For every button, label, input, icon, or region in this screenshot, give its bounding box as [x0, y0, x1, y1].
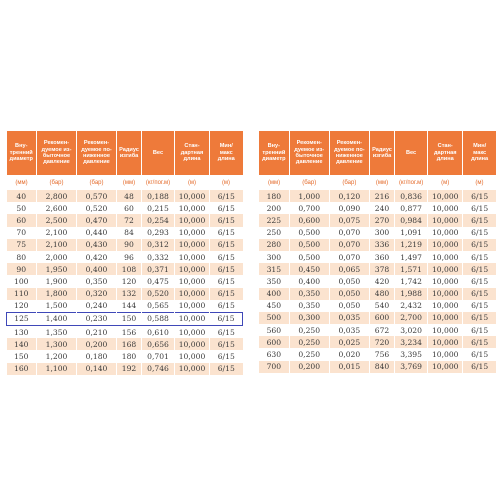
table-cell: 10,000 [175, 239, 210, 251]
table-cell: 180 [259, 190, 289, 202]
table-cell: 0,701 [142, 350, 175, 362]
table-cell: 10,000 [175, 263, 210, 275]
table-cell: 6/15 [463, 361, 496, 373]
table-cell: 2,700 [395, 312, 428, 324]
table-cell: 0,400 [289, 275, 329, 287]
unit-label: (бар) [37, 175, 77, 190]
table-cell: 2,800 [37, 190, 77, 202]
table-row [7, 326, 243, 339]
table-cell: 50 [7, 202, 37, 214]
table-cell: 0,075 [329, 214, 369, 226]
table-cell: 156 [117, 326, 142, 339]
table-cell: 0,050 [329, 275, 369, 287]
table-cell: 2,432 [395, 300, 428, 312]
column-header: Радиус изгиба [117, 131, 142, 175]
table-cell: 0,588 [142, 312, 175, 325]
table-cell: 0,877 [395, 202, 428, 214]
table-row [259, 288, 496, 300]
table-cell: 0,120 [329, 190, 369, 202]
table-cell: 0,050 [329, 300, 369, 312]
table-cell: 6/15 [210, 350, 243, 362]
table-cell: 0,035 [329, 312, 369, 324]
table-cell: 0,610 [142, 326, 175, 339]
table-row [259, 336, 496, 348]
column-header: Рекомен- дуемое по- ниженное давление [77, 131, 117, 175]
table-cell: 150 [117, 312, 142, 325]
unit-label: (мм) [117, 175, 142, 190]
table-cell: 250 [259, 227, 289, 239]
column-header: Рекомен- дуемое из- быточное давление [37, 131, 77, 175]
unit-label: (м) [210, 175, 243, 190]
table-cell: 6/15 [463, 251, 496, 263]
table-row [7, 214, 243, 226]
table-cell: 0,570 [77, 190, 117, 202]
table-cell: 0,520 [77, 202, 117, 214]
table-row [7, 363, 243, 375]
table-cell: 216 [369, 190, 394, 202]
table-cell: 280 [259, 239, 289, 251]
table-cell: 0,200 [77, 338, 117, 350]
table-row [7, 350, 243, 362]
table-row [7, 227, 243, 239]
table-cell: 10,000 [428, 312, 463, 324]
table-cell: 2,100 [37, 239, 77, 251]
table-cell: 0,400 [77, 263, 117, 275]
table-cell: 60 [117, 202, 142, 214]
unit-label: (кг/пог.м) [395, 175, 428, 190]
table-cell: 0,254 [142, 214, 175, 226]
table-cell: 80 [7, 251, 37, 263]
unit-label: (м) [463, 175, 496, 190]
table-cell: 0,070 [329, 239, 369, 251]
table-row [7, 275, 243, 287]
table-cell: 6/15 [463, 275, 496, 287]
table-cell: 0,836 [395, 190, 428, 202]
table-cell: 700 [259, 361, 289, 373]
table-row [7, 251, 243, 263]
table-cell: 0,180 [77, 350, 117, 362]
table-cell: 40 [7, 190, 37, 202]
table-cell: 6/15 [463, 336, 496, 348]
column-header: Стан- дартная длина [175, 131, 210, 175]
table-cell: 192 [117, 363, 142, 375]
table-cell: 450 [259, 300, 289, 312]
table-cell: 756 [369, 348, 394, 360]
table-cell: 10,000 [175, 326, 210, 339]
table-row [259, 239, 496, 251]
table-row-selected [7, 312, 243, 325]
table-cell: 6/15 [210, 214, 243, 226]
table-cell: 84 [117, 227, 142, 239]
column-header: Радиус изгиба [369, 131, 394, 175]
table-cell: 0,350 [77, 275, 117, 287]
table-cell: 10,000 [428, 348, 463, 360]
table-cell: 2,600 [37, 202, 77, 214]
table-cell: 132 [117, 288, 142, 300]
table-row [7, 190, 243, 202]
table-row [259, 251, 496, 263]
table-cell: 10,000 [428, 275, 463, 287]
table-cell: 0,250 [289, 336, 329, 348]
table-cell: 500 [259, 312, 289, 324]
table-cell: 0,215 [142, 202, 175, 214]
table-cell: 1,350 [37, 326, 77, 339]
table-cell: 0,320 [77, 288, 117, 300]
table-cell: 3,234 [395, 336, 428, 348]
table-cell: 0,565 [142, 300, 175, 313]
table-cell: 6/15 [210, 288, 243, 300]
table-cell: 6/15 [210, 326, 243, 339]
table-cell: 75 [7, 239, 37, 251]
table-cell: 240 [369, 202, 394, 214]
table-row [259, 263, 496, 275]
table-cell: 600 [259, 336, 289, 348]
table-cell: 540 [369, 300, 394, 312]
table-cell: 0,293 [142, 227, 175, 239]
table-cell: 1,200 [37, 350, 77, 362]
table-cell: 300 [369, 227, 394, 239]
table-cell: 180 [117, 350, 142, 362]
table-row [259, 324, 496, 336]
table-cell: 1,219 [395, 239, 428, 251]
table-cell: 0,430 [77, 239, 117, 251]
table-cell: 10,000 [428, 214, 463, 226]
table-cell: 6/15 [463, 214, 496, 226]
table-cell: 10,000 [428, 202, 463, 214]
table-cell: 10,000 [428, 190, 463, 202]
table-cell: 2,500 [37, 214, 77, 226]
table-cell: 0,475 [142, 275, 175, 287]
table-cell: 120 [7, 300, 37, 313]
table-cell: 6/15 [210, 263, 243, 275]
table-cell: 378 [369, 263, 394, 275]
table-cell: 0,450 [289, 263, 329, 275]
table-cell: 0,984 [395, 214, 428, 226]
unit-label: (мм) [259, 175, 289, 190]
table-cell: 0,500 [289, 251, 329, 263]
table-cell: 10,000 [175, 227, 210, 239]
table-cell: 0,520 [142, 288, 175, 300]
table-cell: 0,250 [289, 348, 329, 360]
table-cell: 1,950 [37, 263, 77, 275]
table-cell: 600 [369, 312, 394, 324]
table-row [259, 275, 496, 287]
column-header: Вес [395, 131, 428, 175]
table-cell: 0,600 [289, 214, 329, 226]
table-cell: 10,000 [428, 239, 463, 251]
table-cell: 0,210 [77, 326, 117, 339]
table-cell: 0,312 [142, 239, 175, 251]
table-cell: 70 [7, 227, 37, 239]
table-cell: 90 [7, 263, 37, 275]
table-cell: 560 [259, 324, 289, 336]
table-cell: 225 [259, 214, 289, 226]
table-row [259, 214, 496, 226]
table-cell: 6/15 [210, 251, 243, 263]
table-cell: 10,000 [428, 288, 463, 300]
table-cell: 10,000 [428, 263, 463, 275]
table-cell: 0,140 [77, 363, 117, 375]
table-cell: 0,020 [329, 348, 369, 360]
table-cell: 0,230 [77, 312, 117, 325]
table-cell: 6/15 [463, 227, 496, 239]
table-cell: 630 [259, 348, 289, 360]
table-cell: 6/15 [463, 239, 496, 251]
table-cell: 168 [117, 338, 142, 350]
table-cell: 6/15 [210, 312, 243, 325]
table-cell: 0,188 [142, 190, 175, 202]
table-cell: 2,100 [37, 227, 77, 239]
table-cell: 0,470 [77, 214, 117, 226]
table-cell: 0,050 [329, 288, 369, 300]
table-cell: 130 [7, 326, 37, 339]
table-cell: 60 [7, 214, 37, 226]
table-cell: 10,000 [175, 312, 210, 325]
column-header: Рекомен- дуемое из- быточное давление [289, 131, 329, 175]
table-cell: 72 [117, 214, 142, 226]
table-cell: 420 [369, 275, 394, 287]
table-cell: 480 [369, 288, 394, 300]
table-cell: 125 [7, 312, 37, 325]
table-cell: 0,350 [289, 288, 329, 300]
table-cell: 144 [117, 300, 142, 313]
table-cell: 6/15 [463, 202, 496, 214]
table-cell: 6/15 [463, 324, 496, 336]
column-header: Вну- тренний диаметр [7, 131, 37, 175]
unit-label: (кг/пог.м) [142, 175, 175, 190]
table-cell: 10,000 [175, 251, 210, 263]
table-cell: 10,000 [175, 214, 210, 226]
table-row [7, 338, 243, 350]
column-header: Мин/ макс длина [463, 131, 496, 175]
table-cell: 6/15 [210, 275, 243, 287]
table-cell: 6/15 [210, 300, 243, 313]
unit-label: (мм) [369, 175, 394, 190]
column-header: Рекомен- дуемое по- ниженное давление [329, 131, 369, 175]
table-cell: 0,440 [77, 227, 117, 239]
table-cell: 1,800 [37, 288, 77, 300]
table-cell: 0,250 [289, 324, 329, 336]
table-cell: 336 [369, 239, 394, 251]
table-cell: 10,000 [428, 361, 463, 373]
table-cell: 0,332 [142, 251, 175, 263]
table-cell: 10,000 [428, 251, 463, 263]
table-cell: 1,400 [37, 312, 77, 325]
table-cell: 1,091 [395, 227, 428, 239]
table-cell: 400 [259, 288, 289, 300]
table-cell: 0,070 [329, 227, 369, 239]
units-row [7, 175, 243, 190]
table-cell: 10,000 [428, 324, 463, 336]
table-row [259, 312, 496, 324]
column-header: Стан- дартная длина [428, 131, 463, 175]
table-cell: 48 [117, 190, 142, 202]
table-cell: 1,497 [395, 251, 428, 263]
table-cell: 10,000 [175, 202, 210, 214]
unit-label: (мм) [7, 175, 37, 190]
column-header: Мин/ макс длина [210, 131, 243, 175]
table-cell: 10,000 [175, 338, 210, 350]
table-cell: 3,395 [395, 348, 428, 360]
table-cell: 1,742 [395, 275, 428, 287]
table-row [7, 263, 243, 275]
table-cell: 10,000 [175, 300, 210, 313]
table-cell: 160 [7, 363, 37, 375]
table-cell: 0,035 [329, 324, 369, 336]
table-cell: 1,988 [395, 288, 428, 300]
table-cell: 10,000 [175, 190, 210, 202]
table-cell: 300 [259, 251, 289, 263]
table-cell: 1,900 [37, 275, 77, 287]
table-cell: 720 [369, 336, 394, 348]
column-header: Вес [142, 131, 175, 175]
table-cell: 0,015 [329, 361, 369, 373]
table-cell: 10,000 [428, 300, 463, 312]
header-row [259, 131, 496, 175]
table-cell: 0,070 [329, 251, 369, 263]
table-cell: 6/15 [463, 300, 496, 312]
table-cell: 0,025 [329, 336, 369, 348]
unit-label: (бар) [329, 175, 369, 190]
table-cell: 3,769 [395, 361, 428, 373]
table-cell: 0,350 [289, 300, 329, 312]
table-cell: 0,656 [142, 338, 175, 350]
table-cell: 0,090 [329, 202, 369, 214]
unit-label: (бар) [289, 175, 329, 190]
table-cell: 840 [369, 361, 394, 373]
table-cell: 0,371 [142, 263, 175, 275]
table-row [259, 190, 496, 202]
table-row [259, 202, 496, 214]
table-cell: 6/15 [463, 312, 496, 324]
table-cell: 6/15 [463, 263, 496, 275]
table-cell: 270 [369, 214, 394, 226]
table-cell: 6/15 [463, 348, 496, 360]
table-cell: 6/15 [210, 338, 243, 350]
table-cell: 0,500 [289, 239, 329, 251]
table-cell: 0,500 [289, 227, 329, 239]
table-cell: 10,000 [175, 288, 210, 300]
table-cell: 6/15 [210, 227, 243, 239]
table-row [7, 288, 243, 300]
table-row [7, 202, 243, 214]
units-row [259, 175, 496, 190]
spec-table-right [259, 131, 496, 373]
column-header: Вну- тренний диаметр [259, 131, 289, 175]
table-cell: 350 [259, 275, 289, 287]
table-cell: 360 [369, 251, 394, 263]
table-cell: 6/15 [210, 190, 243, 202]
table-cell: 0,746 [142, 363, 175, 375]
spec-table-left [6, 131, 243, 375]
table-cell: 2,000 [37, 251, 77, 263]
table-cell: 140 [7, 338, 37, 350]
table-cell: 110 [7, 288, 37, 300]
table-cell: 90 [117, 239, 142, 251]
table-cell: 10,000 [175, 275, 210, 287]
table-cell: 0,240 [77, 300, 117, 313]
table-cell: 0,200 [289, 361, 329, 373]
table-row [259, 300, 496, 312]
table-row [7, 239, 243, 251]
table-cell: 10,000 [175, 363, 210, 375]
table-cell: 10,000 [175, 350, 210, 362]
table-cell: 10,000 [428, 227, 463, 239]
table-row [259, 227, 496, 239]
header-row [7, 131, 243, 175]
table-cell: 100 [7, 275, 37, 287]
table-cell: 6/15 [210, 239, 243, 251]
table-cell: 6/15 [463, 288, 496, 300]
table-cell: 1,571 [395, 263, 428, 275]
table-cell: 1,300 [37, 338, 77, 350]
table-cell: 0,065 [329, 263, 369, 275]
table-cell: 1,500 [37, 300, 77, 313]
table-cell: 6/15 [210, 202, 243, 214]
table-cell: 0,700 [289, 202, 329, 214]
table-cell: 200 [259, 202, 289, 214]
table-cell: 1,100 [37, 363, 77, 375]
table-cell: 672 [369, 324, 394, 336]
table-cell: 1,000 [289, 190, 329, 202]
table-cell: 3,020 [395, 324, 428, 336]
table-cell: 0,300 [289, 312, 329, 324]
table-cell: 150 [7, 350, 37, 362]
table-cell: 315 [259, 263, 289, 275]
unit-label: (бар) [77, 175, 117, 190]
unit-label: (м) [175, 175, 210, 190]
table-cell: 120 [117, 275, 142, 287]
table-cell: 6/15 [210, 363, 243, 375]
table-cell: 6/15 [463, 190, 496, 202]
table-row [259, 361, 496, 373]
unit-label: (м) [428, 175, 463, 190]
table-cell: 10,000 [428, 336, 463, 348]
table-cell: 108 [117, 263, 142, 275]
table-cell: 96 [117, 251, 142, 263]
table-row [259, 348, 496, 360]
table-cell: 0,420 [77, 251, 117, 263]
table-row [7, 300, 243, 313]
